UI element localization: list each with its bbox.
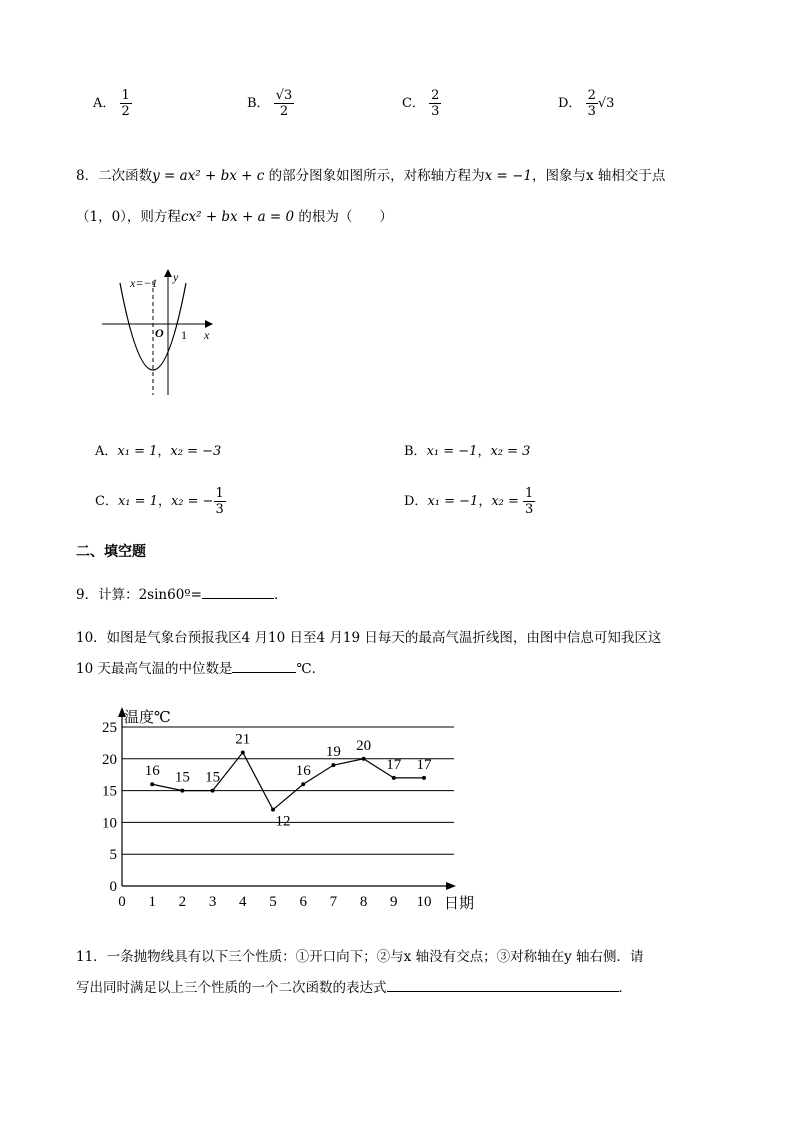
q7-option-d[interactable]: D． $\frac{2}{3}$ √3: [558, 88, 615, 119]
x-tick-label: 2: [178, 894, 187, 910]
y-tick-label: 10: [102, 815, 117, 832]
axis-label: x=−1: [130, 276, 158, 290]
fraction: $\frac{1}{3}$: [525, 486, 534, 517]
data-label: 15: [205, 769, 221, 786]
data-point: [362, 757, 366, 761]
data-point: [211, 789, 215, 793]
x-tick-label: 5: [269, 894, 277, 910]
data-point: [241, 750, 245, 754]
q11-answer-blank[interactable]: [387, 979, 619, 992]
q9-answer-blank[interactable]: [202, 586, 274, 599]
q10-stem-line2: 10 天最高气温的中位数是 ℃．: [76, 661, 326, 677]
fraction: $\frac{2}{3}$: [431, 88, 440, 119]
q8-option-d[interactable]: D．x₁ = −1，x₂ = $\frac{1}{3}$: [404, 486, 534, 517]
q8-stem-line1: 8．二次函数y = ax² + bx + c 的部分图象如图所示，对称轴方程为x = −1，图象与x 轴相交于点: [76, 168, 666, 184]
section-title: 二、填空题: [76, 544, 146, 560]
q10-answer-blank[interactable]: [232, 660, 296, 673]
x-tick-label: 10: [416, 894, 432, 910]
y-tick-label: 25: [102, 720, 117, 736]
origin-label: O: [155, 326, 164, 340]
y-tick-label: 0: [109, 879, 117, 895]
fraction: $\frac{2}{3}$: [587, 88, 596, 119]
data-point: [331, 763, 335, 767]
data-point: [150, 782, 154, 786]
q8-option-b[interactable]: B．x₁ = −1，x₂ = 3: [404, 444, 531, 459]
x-tick-label: 0: [118, 894, 126, 910]
q8-option-c[interactable]: C．x₁ = 1，x₂ = − $\frac{1}{3}$: [95, 486, 224, 517]
fraction: $\frac{1}{3}$: [215, 486, 224, 517]
data-label: 15: [174, 769, 190, 786]
data-point: [271, 808, 275, 812]
x-label: x: [204, 328, 210, 342]
data-point: [422, 776, 426, 780]
q8-option-a[interactable]: A．x₁ = 1，x₂ = −3: [95, 444, 222, 459]
one-label: 1: [181, 328, 187, 342]
data-label: 12: [275, 813, 291, 830]
data-point: [392, 776, 396, 780]
x-tick-label: 7: [329, 894, 338, 910]
x-tick-label: 4: [239, 894, 247, 910]
y-label: y: [173, 270, 179, 284]
q7-option-a[interactable]: A． $\frac{1}{2}$: [93, 88, 130, 119]
q9-stem: 9．计算：2sin60º= ．: [76, 587, 288, 603]
q7-option-c[interactable]: C． $\frac{2}{3}$: [402, 88, 440, 119]
x-axis-arrow-icon: [446, 882, 456, 890]
q11-stem-line1: 11．一条抛物线具有以下三个性质：①开口向下；②与x 轴没有交点；③对称轴在y 轴右侧．请: [76, 949, 644, 965]
q11-stem-line2: 写出同时满足以上三个性质的一个二次函数的表达式 ．: [76, 980, 632, 996]
y-tick-label: 15: [102, 783, 117, 800]
x-tick-label: 6: [299, 894, 307, 910]
y-tick-label: 20: [102, 751, 117, 768]
temperature-line-chart: [96, 703, 486, 915]
data-label: 17: [386, 756, 402, 773]
data-label: 19: [325, 744, 341, 761]
q8-stem-line2: （1，0），则方程cx² + bx + a = 0 的根为（ ）: [76, 209, 393, 225]
q7-option-b[interactable]: B． $\frac{√3}{2}$: [247, 88, 293, 119]
data-point: [301, 782, 305, 786]
data-label: 16: [295, 763, 311, 780]
fraction: $\frac{1}{2}$: [121, 88, 130, 119]
x-tick-label: 9: [390, 894, 398, 910]
x-tick-label: 8: [359, 894, 368, 910]
x-axis-title: 日期: [444, 896, 475, 912]
data-label: 21: [235, 731, 251, 748]
data-label: 20: [356, 737, 372, 754]
y-axis-title: 温度℃: [124, 710, 171, 726]
temperature-series-line: [152, 752, 424, 809]
data-point: [180, 789, 184, 793]
data-label: 16: [144, 763, 160, 780]
y-tick-label: 5: [109, 847, 117, 864]
y-axis-arrow-icon: [164, 269, 172, 277]
x-tick-label: 1: [148, 894, 156, 910]
x-axis-arrow-icon: [205, 320, 213, 328]
data-label: 17: [416, 756, 432, 773]
q10-stem-line1: 10．如图是气象台预报我区4 月10 日至4 月19 日每天的最高气温折线图，由图中信息可知我区这: [76, 630, 662, 646]
fraction: $\frac{√3}{2}$: [275, 88, 293, 119]
parabola-graph: [100, 265, 220, 400]
x-tick-label: 3: [208, 894, 217, 910]
